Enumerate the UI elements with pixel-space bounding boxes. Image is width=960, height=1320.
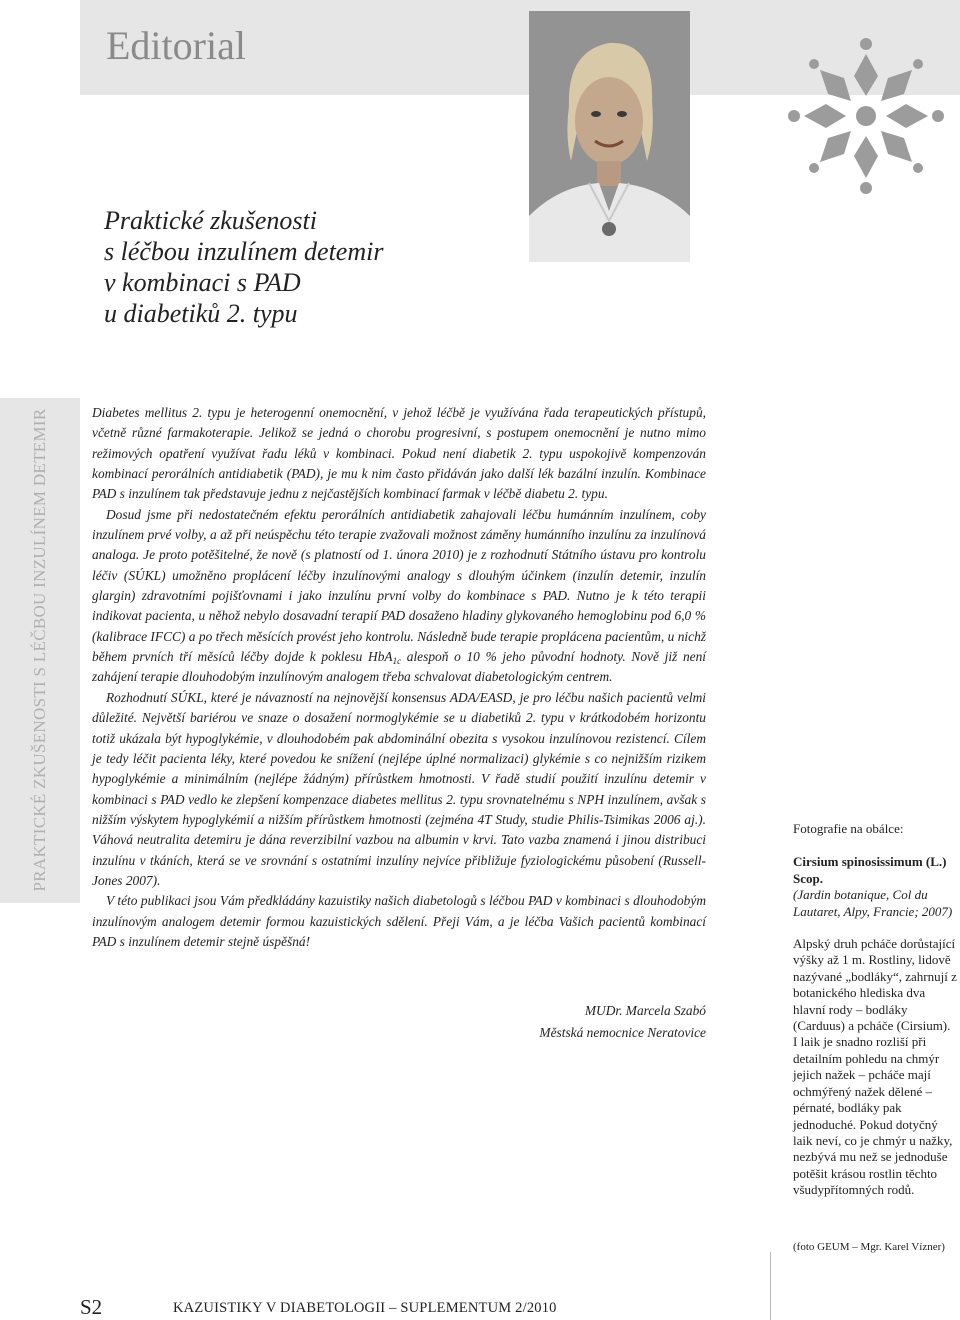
paragraph: Rozhodnutí SÚKL, které je návazností na nejnovější konsensus ADA/EASD, je pro léčbu našich pacientů velmi důležité. Největší bariérou ve snaze o dosažení normoglykémie se u diabetiků 2. typu v krátkodobém horizontu totiž ukázala být hypoglykémie, v dlouhodobém pak abdominální obezita s vysokou inzulínovou rezistencí. Cílem je tedy léčit pacienta léky, které povedou ke snížení (nejlépe úplné normalizaci) glykémie s co nejnižším rizikem hypoglykémie a minimálním (nejlépe žádným) přírůstkem hmotnosti. V řadě studií použití inzulínu detemir v kombinaci s PAD vedlo ke zlepšení kompenzace diabetes mellitus 2. typu srovnatelnému s NPH inzulínem, avšak s nižším výskytem hypoglykémií a nižším přírůstkem hmotnosti (zejména 4T Study, studie Philis-Tsimikas 2006 aj.). Váhová neutralita detemiru je dána reverzibilní vazbou na albumin v krvi. Tato vazba znamená i jinou distribuci inzulínu v tkáních, která se ve srovnání s ostatními inzulíny nejvíce přibližuje fyziologickému působení (Russell-Jones 2007). (92, 689, 706, 888)
author-name: MUDr. Marcela Szabó (584, 1003, 706, 1018)
running-title: PRAKTICKÉ ZKUŠENOSTI S LÉČBOU INZULÍNEM DETEMIR (30, 408, 49, 892)
paragraph (92, 505, 706, 688)
author-affiliation: Městská nemocnice Neratovice (539, 1025, 706, 1040)
author-portrait-image (529, 11, 690, 262)
paragraph-text: Dosud jsme při nedostatečném efektu perorálních antidiabetik zahajovali léčbu humánním inzulínem, coby inzulínem prvé volby, a až při neúspěchu této terapie zvažovali možnost záměny humánního inzulínu za inzulínová analoga. Je proto potěšitelné, že nově (s platností od 1. února 2010) je z rozhodnutí Státního ústavu pro kontrolu léčiv (SÚKL) umožněno proplácení léčby inzulínovými analogy s dlouhým účinkem (inzulín detemir, inzulín glargin) zdravotními pojišťovnami i jako inzulínu první volby do kombinace s PAD. Nutno je k této terapii indikovat pacienta, u něhož nebylo dosavadní terapií PAD dosaženo hladiny glykovaného hemoglobinu pod 6,0 % (kalibrace IFCC) a po třech měsících provést jeho kontrolu. Následně bude terapie proplácena pacientům, u nichž během prvních tří měsíců léčby dojde k poklesu HbA (92, 506, 706, 665)
journal-name: KAZUISTIKY V DIABETOLOGII – SUPLEMENTUM 2/2010 (173, 1300, 557, 1316)
title-line: v kombinaci s PAD (104, 268, 301, 297)
paragraph: Diabetes mellitus 2. typu je heterogenní onemocnění, v jehož léčbě je využívána řada terapeutických přístupů, včetně různé farmakoterapie. Jelikož se jedná o chorobu progresivní, s postupem onemocnění je nutno mimo režimových opatření využívat řadu léků v kombinaci. Pokud není diabetik 2. typu uspokojivě kompenzován kombinací perorálních antidiabetik (PAD), je mu k nim často přidáván jako další lék bazální inzulín. Kombinace PAD s inzulínem tak představuje jednu z nejčastějších kombinací farmak v léčbě diabetu 2. typu. (92, 405, 706, 502)
signature (420, 1000, 706, 1044)
article-title (104, 205, 383, 329)
subscript: 1c (392, 656, 402, 667)
author-photo (529, 11, 690, 262)
title-line: u diabetiků 2. typu (104, 299, 298, 328)
decorative-ornament (786, 36, 946, 196)
photo-credit: (foto GEUM – Mgr. Karel Vízner) (793, 1241, 945, 1253)
title-line: s léčbou inzulínem detemir (104, 237, 384, 266)
cover-note-heading: Fotografie na obálce: (793, 821, 904, 836)
page-number: S2 (80, 1295, 103, 1319)
cover-photo-note (793, 821, 957, 1199)
paragraph: V této publikaci jsou Vám předkládány kazuistiky našich diabetologů s léčbou PAD v kombinaci s dlouhodobým inzulínovým analogem detemir formou kazuistických sdělení. Přeji Vám, a je léčba Vašich pacientů kombinací PAD s inzulínem detemir stejně úspěšná! (92, 893, 706, 949)
photo-location: (Jardin botanique, Col du Lautaret, Alpy, Francie; 2007) (793, 887, 953, 919)
paragraph-text: alespoň o 10 % jeho původní hodnoty. Nově již není zahájení terapie dlouhodobým inzulínovým analogem třeba schvalovat diabetologickým centrem. (92, 649, 706, 685)
footer-divider (770, 1252, 771, 1320)
article-body (92, 403, 706, 952)
section-title: Editorial (106, 23, 246, 68)
title-line: Praktické zkušenosti (104, 206, 317, 235)
species-name: Cirsium spinosissimum (L.) Scop. (793, 854, 947, 886)
species-description: Alpský druh pcháče dorůstající výšky až 1 m. Rostliny, lidově nazývané „bodláky“, zahrnují z botanického hlediska dva hlavní rody – bodláky (Carduus) a pcháče (Cirsium). I laik je snadno rozliší při detailním pohledu na chmýr jejich nažek – pcháče mají ochmýřený nažek dělené – pérnaté, bodláky pak jednoduché. Pokud dotyčný laik neví, co je chmýr u nažky, nezbývá mu než se jednoduše potěšit krásou rostlin těchto všudypřítomných rodů. (793, 936, 957, 1198)
